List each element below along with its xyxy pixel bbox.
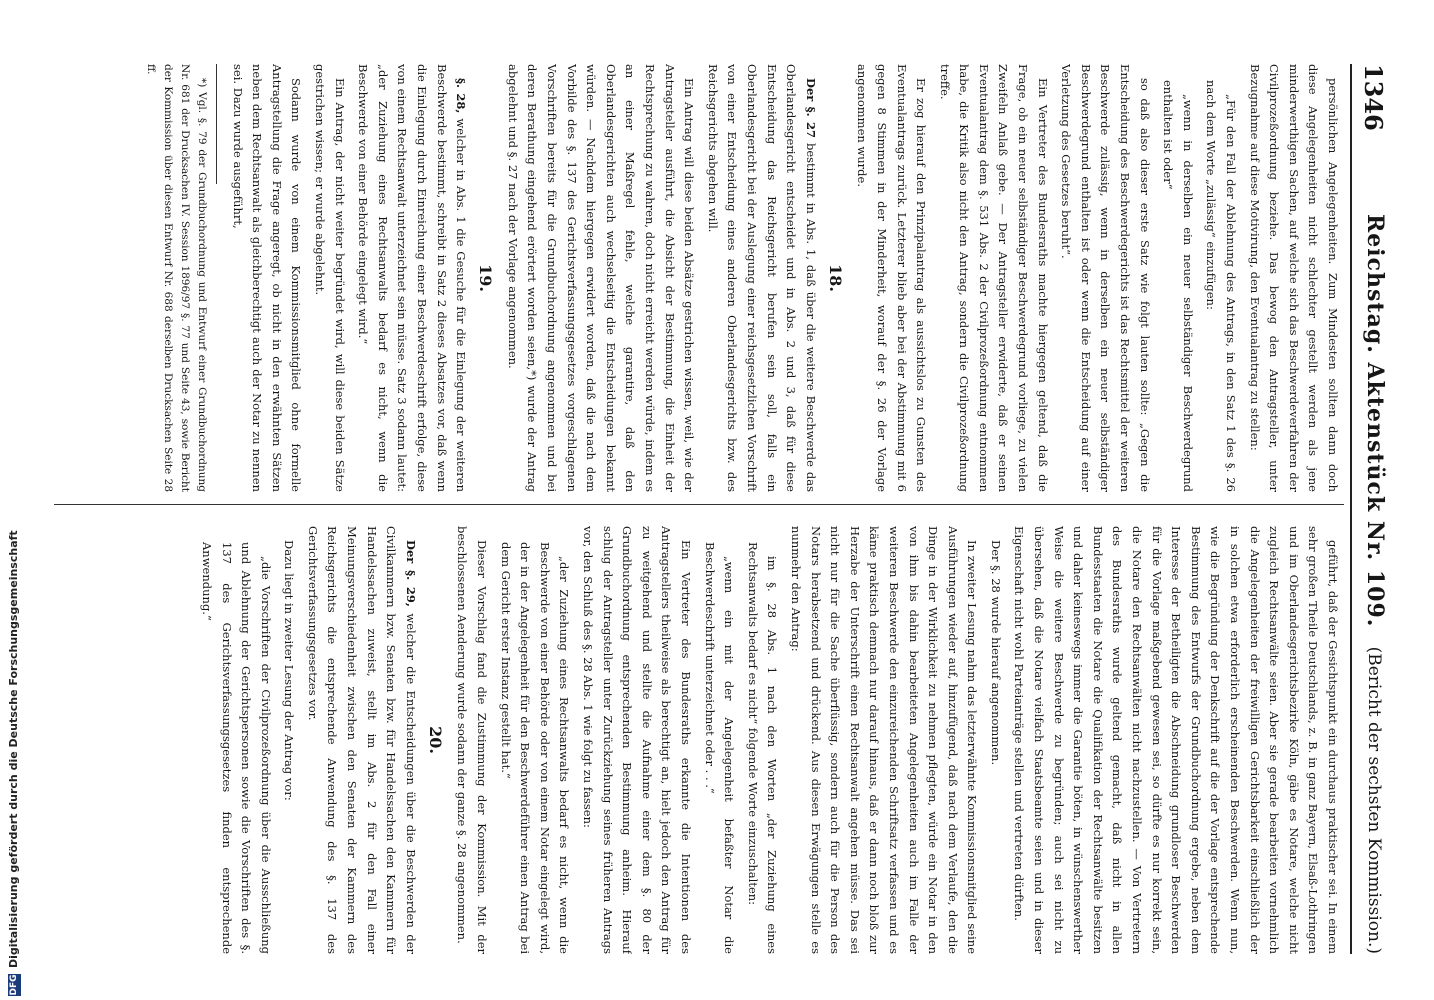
- page-number: 1346: [1359, 64, 1388, 131]
- section-number: 20.: [425, 726, 445, 754]
- section-title: (Bericht der sechsten Kommission.): [1364, 646, 1384, 954]
- quoted-proposal: „der Zuziehung eines Rechtsanwalts bedarf es nicht, wenn die Beschwerde von einer Behörde oder von einem Notar eingelegt wird, der in der Angelegenheit für den Beschwerdeführer einen Antrag bei dem Gericht erster Instanz gestellt hat.“: [498, 542, 572, 954]
- paragraph-text: welcher die Entscheidungen über die Beschwerden der Civilkammern bzw. Senaten bzw. für Handelssachen den Kammern für Handelssachen zuweist, stellt im Abs. 2 für den Fall einer Meinungsverschiedenheit zwischen den Senaten der Kammern des Reichsgerichts die entsprechende Anwendung des §. 137 des Gerichtsverfassungsgesetzes vor.: [305, 526, 418, 954]
- footnote-rule: [216, 64, 217, 184]
- column-divider: [54, 504, 1344, 505]
- credit-text: Digitalisierung gefördert durch die Deutsche Forschungsgemeinschaft: [7, 530, 20, 968]
- quoted-motion: im §. 28 Abs. 1 nach den Worten „der Zuziehung eines Rechtsanwalts bedarf es nicht“ folgende Worte einzuschalten:: [745, 542, 780, 954]
- left-column: [42, 64, 1342, 492]
- section-number: 19.: [476, 264, 496, 292]
- quoted-insertion: „wenn in derselben ein neuer selbständiger Beschwerdegrund enthalten ist oder“: [1161, 80, 1195, 492]
- paragraph: Dazu liegt in zweiter Lesung der Antrag vor:: [282, 540, 297, 801]
- paragraph: so daß also dieser erste Satz wie folgt lauten sollte: „Gegen die Entscheidung des Beschwerdegerichts ist das Rechtsmittel der weiteren Beschwerde zulässig, wenn in derselben ein neuer selbständiger Beschwerdegrund enthalten ist oder wenn die Entscheidung auf einer Verletzung des Gesetzes beruht“.: [1059, 64, 1152, 492]
- digitization-credit: [0, 0, 30, 1000]
- paragraph: Dieser Vorschlag fand die Zustimmung der Kommission. Mit der beschlossenen Aenderung wurde sodann der ganze §. 28 angenommen.: [455, 526, 490, 954]
- paragraph-text: bestimmt in Abs. 1, daß über die weitere Beschwerde das Oberlandesgericht entscheidet und in Abs. 2 und 3, daß für diese Entscheidung das Reichsgericht berufen sein soll, falls ein Oberlandesgericht bei der Auslegung einer reichsgesetzlichen Vorschrift von einer Entscheidung eines anderen Oberlandesgerichts bzw. des Reichsgerichts abgehen will.: [705, 64, 818, 492]
- paragraph-heading: §. 28,: [454, 78, 469, 114]
- paragraph: Sodann wurde von einem Kommissionsmitglied ohne formelle Antragstellung die Frage angeregt, ob nicht in den erwähnten Sätzen neben dem Rechtsanwalt als gleichberechtigt auch der Notar zu nennen sei. Dazu wurde ausgeführt,: [230, 64, 304, 492]
- quoted-motion: „Für den Fall der Ablehnung des Antrags, in den Satz 1 des §. 26 nach dem Worte „zulässig“ einzufügen:: [1204, 80, 1239, 492]
- paragraph-text: welcher in Abs. 1 die Gesuche für die Einlegung der weiteren Beschwerde bestimmt, schreibt in Satz 2 dieses Absatzes vor, daß wenn die Einlegung durch Einreichung einer Beschwerdeschrift erfolge, diese von einem Rechtsanwalt unterzeichnet sein müsse. Satz 3 sodann lautet: „der Zuziehung eines Rechtsanwalts bedarf es nicht, wenn die Beschwerde von einer Behörde eingelegt wird.“: [356, 64, 469, 492]
- paragraph: [702, 64, 820, 492]
- paragraph: Ein Antrag will diese beiden Absätze gestrichen wissen, weil, wie der Antragsteller ausführt, die Absicht der Bestimmung, die Einheit der Rechtsprechung zu wahren, doch nicht erreicht werden würde, indem es an einer Maßregel fehle, welche garantire, daß den Oberlandesgerichten auch wechselseitig die Entscheidungen bekannt würden. — Nachdem hiergegen erwidert worden, daß die nach dem Vorbilde des §. 137 des Gerichtsverfassungsgesetzes vorgeschlagenen Vorschriften bereits für die Grundbuchordnung angenommen und bei deren Berathung eingehend erörtert worden seien,*) wurde der Antrag abgelehnt und §. 27 nach der Vorlage angenommen.: [505, 64, 697, 492]
- section-number: 18.: [825, 264, 845, 292]
- paragraph: Ein Vertreter des Bundesraths machte hiergegen geltend, daß die Frage, ob ein neuer selbständiger Beschwerdegrund vorliege, zu vielen Zweifeln Anlaß gebe. — Der Antragsteller erwiderte, daß er seinen Eventualantrag dem §. 531 Abs. 2 der Civilprozeßordnung entnommen habe, die Kritik also nicht den Antrag, sondern die Civilprozeßordnung treffe.: [937, 64, 1050, 492]
- paragraph: Ein Antrag, der nicht weiter begründet wird, will diese beiden Sätze gestrichen wissen; er wurde abgelehnt.: [313, 64, 347, 492]
- quoted-motion: „die Vorschriften der Civilprozeßordnung über die Ausschließung und Ablehnung der Gerichtspersonen sowie die Vorschriften des §. 137 des Gerichtsverfassungsgesetzes finden entsprechende Anwendung.“: [199, 542, 273, 954]
- paragraph: Der §. 28 wurde hierauf angenommen.: [988, 540, 1003, 766]
- dfg-logo-icon: DFG: [9, 974, 19, 996]
- paragraph: Er zog hierauf den Prinzipalantrag als aussichtslos zu Gunsten des Eventualantrags zurück. Letzterer blieb aber bei der Abstimmung mit 6 gegen 8 Stimmen in der Minderheit, worauf der §. 26 der Vorlage angenommen wurde.: [855, 64, 929, 492]
- quoted-insertion: „wenn ein mit der Angelegenheit befaßter Notar die Beschwerdeschrift unterzeichnet oder . . .“: [702, 542, 737, 954]
- paragraph: Ein Vertreter des Bundesraths erkannte die Intentionen des Antragstellers theilweise als berechtigt an, hielt jedoch den Antrag für zu weitgehend und stellte die Aufnahme einer dem §. 80 der Grundbuchordnung entsprechenden Bestimmung anheim. Hierauf schlug der Antragsteller unter Zurückziehung seines früheren Antrags vor, den Schluß des §. 28 Abs. 1 wie folgt zu fassen:: [581, 526, 693, 954]
- paragraph: geführt, daß der Gesichtspunkt ein durchaus praktischer sei. In einem sehr großen Theile Deutschlands, z. B. in ganz Bayern, Elsaß-Lothringen und im Oberlandesgerichtsbezirke Köln, gäbe es Notare, welche nicht zugleich Rechtsanwälte seien. Aber sie gerade bearbeiten vornehmlich die Angelegenheiten der freiwilligen Gerichtsbarkeit einschließlich der in solchen etwa erforderlich erscheinenden Beschwerden. Wenn nun, wie die Begründung der Denkschrift auf die der Vorlage entsprechende Bestimmung des Entwurfs der Grundbuchordnung ergebe, neben dem Interesse der Betheiligten die Abschneidung grundloser Beschwerden für die Vorlage maßgebend gewesen sei, so dürfte es nur korrekt sein, die Notare den Rechtsanwälten nicht nachzustellen. — Von Vertretern des Bundesraths wurde geltend gemacht, daß nicht in allen Bundesstaaten die Notare die Qualifikation der Rechtsanwälte besitzen und daher keineswegs immer die Garantie böten, in wünschenswerther Weise die weitere Beschwerde zu begründen; auch sei nicht zu übersehen, daß die Notare vielfach Staatsbeamte seien und in dieser Eigenschaft nicht wohl Parteianträge stellen und vertreten dürften.: [1012, 526, 1340, 954]
- paragraph: [353, 64, 471, 492]
- paragraph-heading: Der §. 29,: [403, 540, 418, 607]
- paragraph: persönlichen Angelegenheiten. Zum Mindesten sollten dann doch diese Angelegenheiten nicht schlechter gestellt werden als jene minderwerthigen Sachen, auf welche sich das Beschwerdeverfahren der Civilprozeßordnung beziehe. Das bewog den Antragsteller, unter Bezugnahme auf diese Motivirung, den Eventualantrag zu stellen:: [1247, 64, 1340, 492]
- paragraph: In zweiter Lesung nahm das letzterwähnte Kommissionsmitglied seine Ausführungen wieder auf, hinzufügend, daß nach dem Verlaufe, den die Dinge in der Wirklichkeit zu nehmen pflegten, würde ein Notar in den von ihm bis dahin bearbeiteten Angelegenheiten auch im Falle der weiteren Beschwerde den einzureichenden Schriftsatz verfassen und es käme praktisch demnach nur darauf hinaus, daß er dann noch bloß zur Herzabe der Unterschrift einen Rechtsanwalt angehen müsse. Das sei nicht nur für die Sache überflüssig, sondern auch für die Person des Notars herabsetzend und drückend. Aus diesen Erwägungen stelle es nunmehr den Antrag:: [788, 526, 980, 954]
- page-header: [1350, 64, 1392, 954]
- footnote: *) Vgl. §. 79 der Grundbuchordnung und Entwurf einer Grundbuchordnung Nr. 681 der Drucksachen IV. Session 1896/97 §. 77 und Seite 43, sowie Bericht der Kommission über diesen Entwurf Nr. 688 derselben Drucksachen Seite 28 ff.: [145, 64, 209, 492]
- running-title: Reichstag. Aktenstück Nr. 109.: [1362, 214, 1388, 628]
- paragraph-heading: Der §. 27: [803, 78, 818, 138]
- paragraph: [302, 526, 420, 954]
- right-column: [42, 526, 1342, 954]
